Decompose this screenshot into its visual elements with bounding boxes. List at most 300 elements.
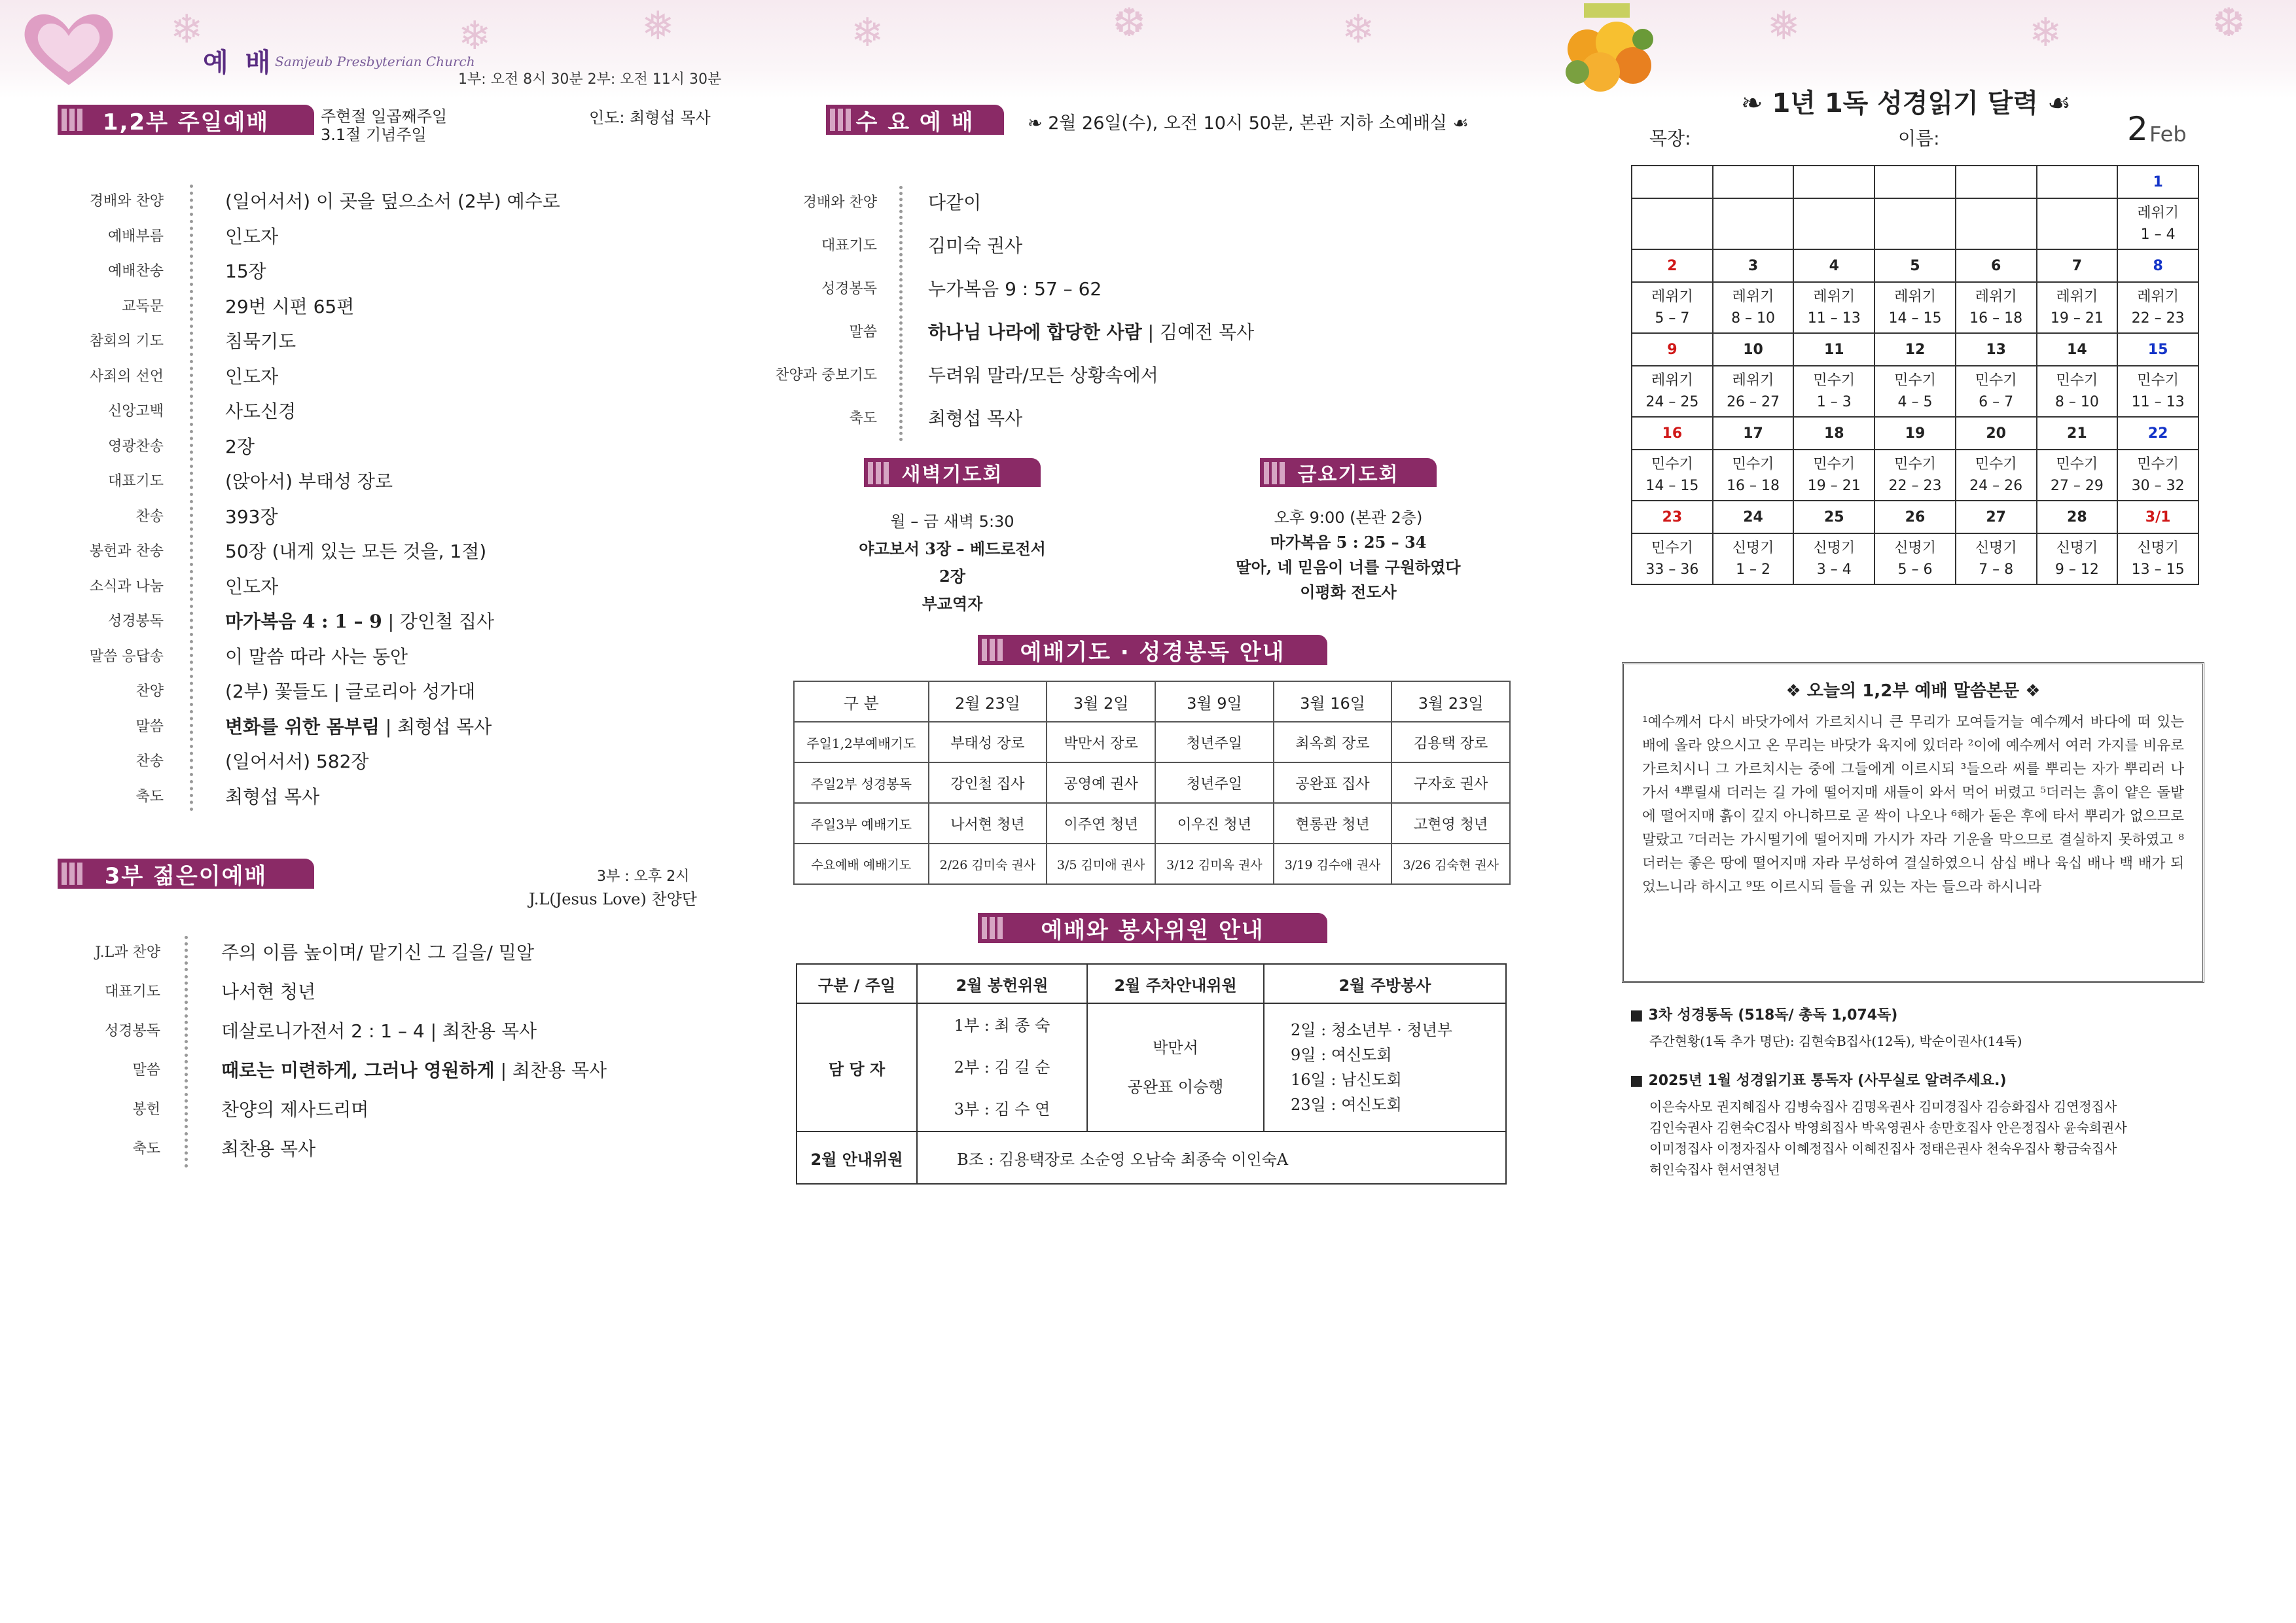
reading-book: 신명기: [1813, 540, 1856, 556]
offering-3: 3부 : 김 수 연: [954, 1100, 1050, 1118]
friday-prayer-info: [1198, 505, 1499, 605]
order-label: 경배와 찬양: [89, 193, 164, 209]
reading-chapters: 1 – 2: [1736, 562, 1771, 578]
reading-chapters: 11 – 13: [2131, 394, 2185, 410]
calendar-date: 23: [1632, 501, 1713, 533]
dotted-divider: [190, 395, 193, 426]
table-row: [794, 844, 1510, 884]
calendar-reading: [1874, 450, 1956, 501]
parking-list: [1087, 1003, 1264, 1132]
reading-chapters: 4 – 5: [1897, 394, 1933, 410]
calendar-reading: [1956, 450, 2037, 501]
order-value-text: (2부) 꽃들도 | 글로리아 성가대: [225, 681, 476, 702]
reading-book: 신명기: [1894, 540, 1936, 556]
order-label: 축도: [135, 788, 164, 805]
table-row: [794, 803, 1510, 844]
reading-chapters: 6 – 7: [1979, 394, 2014, 410]
calendar-reading: [2037, 198, 2118, 249]
pattern-icon: [62, 863, 84, 885]
calendar-date: 27: [1956, 501, 2037, 533]
reading-chapters: 14 – 15: [1645, 478, 1699, 494]
section-title: 수 요 예 배: [855, 109, 975, 135]
calendar-reading: [1793, 198, 1874, 249]
calendar-date: 26: [1874, 501, 1956, 533]
staff-header-kitchen: 2월 주방봉사: [1264, 964, 1506, 1003]
calendar-reading: [1793, 450, 1874, 501]
reading-chapters: 14 – 15: [1888, 310, 1942, 327]
reading-book: 레위기: [2137, 289, 2179, 305]
order-value-bold: 변화를 위한 몸부림: [225, 715, 380, 738]
calendar-reading: [2117, 450, 2198, 501]
scripture-title: ❖ 오늘의 1,2부 예배 말씀본문 ❖: [1785, 681, 2041, 701]
name-label: 이름:: [1898, 128, 1940, 149]
scripture-box: [1622, 662, 2204, 983]
order-value-bold: 때로는 미련하게, 그러나 영원하게: [221, 1060, 495, 1081]
order-label: 성경봉독: [104, 1023, 160, 1039]
order-value-text: (일어서서) 582장: [225, 751, 369, 772]
reading-chapters: 5 – 7: [1655, 310, 1690, 327]
reading-count-title: ■ 3차 성경통독 (518독/ 총독 1,074독): [1630, 1007, 1898, 1024]
calendar-reading: [1632, 366, 1713, 417]
reading-chapters: 19 – 21: [1807, 478, 1861, 494]
order-value: [928, 318, 1254, 344]
dotted-divider: [190, 710, 193, 741]
reading-book: 레위기: [1732, 372, 1774, 389]
calendar-reading: [2117, 282, 2198, 333]
dotted-divider: [185, 1132, 188, 1168]
service-times: 1부: 오전 8시 30분 2부: 오전 11시 30분: [458, 71, 722, 88]
snowflake-icon: ❆: [1113, 0, 1146, 46]
dotted-divider: [190, 290, 193, 321]
readers-line: 이미정집사 이정자집사 이혜정집사 이혜진집사 정태은권사 천숙우집사 황금숙집사: [1649, 1141, 2117, 1156]
friday-prayer-bar: [1260, 458, 1437, 487]
reading-chapters: 19 – 21: [2050, 310, 2104, 327]
calendar-date: 28: [2037, 501, 2118, 533]
prayer-cell: 김용택 장로: [1391, 722, 1510, 762]
reading-chapters: 24 – 25: [1645, 394, 1699, 410]
order-value-text: 15장: [225, 260, 266, 282]
dawn-leader: 부교역자: [922, 594, 983, 613]
reading-book: 민수기: [2137, 372, 2179, 389]
order-value: [225, 783, 319, 809]
order-label: 말씀 응답송: [89, 648, 164, 665]
dotted-divider: [185, 936, 188, 971]
order-value-text: 인도자: [225, 225, 279, 247]
order-label: 말씀: [849, 324, 877, 340]
calendar-date: 24: [1713, 501, 1794, 533]
order-label: 말씀: [132, 1062, 160, 1079]
order-label: 예배찬송: [107, 263, 164, 279]
calendar-date: 12: [1874, 333, 1956, 366]
order-label: 영광찬송: [107, 438, 164, 455]
calendar-date: [1874, 166, 1956, 198]
reading-chapters: 1 – 4: [2140, 226, 2176, 243]
calendar-reading: [1793, 366, 1874, 417]
order-value: [225, 293, 354, 319]
order-value: [225, 677, 475, 704]
order-value-text: 50장 (내게 있는 모든 것을, 1절): [225, 541, 487, 562]
calendar-reading: [1713, 366, 1794, 417]
order-value: [225, 607, 494, 633]
readers-line: 김인숙권사 김현숙C집사 박영희집사 박옥영권사 송만호집사 안은정집사 윤숙희권사: [1649, 1120, 2127, 1135]
order-value: [225, 363, 278, 389]
order-value: [225, 223, 278, 249]
dawn-prayer-bar: [864, 458, 1041, 487]
dotted-divider: [899, 359, 903, 398]
kitchen-4: 23일 : 여신도회: [1291, 1096, 1402, 1114]
prayer-row-label: 주일1,2부예배기도: [794, 722, 929, 762]
calendar-date-row: [1632, 333, 2198, 366]
calendar-reading-row: [1632, 533, 2198, 584]
calendar-reading: [2037, 366, 2118, 417]
prayer-table-header: 3월 2일: [1047, 681, 1155, 722]
order-label: 성경봉독: [821, 281, 877, 297]
dotted-divider: [899, 315, 903, 355]
calendar-date: 18: [1793, 417, 1874, 450]
reading-chapters: 30 – 32: [2131, 478, 2185, 494]
dotted-divider: [185, 975, 188, 1010]
order-value: [221, 1096, 368, 1122]
order-label: 축도: [849, 410, 877, 427]
kitchen-1: 2일 : 청소년부 · 청년부: [1291, 1021, 1452, 1039]
section-title: 1,2부 주일예배: [102, 109, 270, 135]
reading-book: 레위기: [1651, 289, 1693, 305]
order-value: [225, 397, 296, 423]
order-value-text: | 최형섭 목사: [379, 715, 492, 738]
pattern-icon: [62, 109, 84, 131]
order-value-text: 최형섭 목사: [928, 408, 1023, 429]
order-value: [928, 361, 1158, 387]
dotted-divider: [899, 229, 903, 268]
reading-book: 민수기: [1651, 540, 1693, 556]
calendar-date: 14: [2037, 333, 2118, 366]
reading-book: 민수기: [1813, 372, 1856, 389]
calendar-reading: [1632, 198, 1713, 249]
order-value-text: 사도신경: [225, 401, 296, 422]
calendar-reading: [1713, 533, 1794, 584]
dotted-divider: [190, 535, 193, 566]
calendar-date-row: [1632, 166, 2198, 198]
calendar-reading: [1874, 533, 1956, 584]
section-title: 금요기도회: [1297, 463, 1399, 486]
dotted-divider: [190, 360, 193, 391]
ornament-left-icon: ❧: [1741, 88, 1772, 118]
young-service-bar: [58, 859, 314, 889]
prayer-cell: 공영예 권사: [1047, 762, 1155, 803]
friday-time: 오후 9:00 (본관 2층): [1274, 508, 1423, 527]
order-value-text: | 최찬용 목사: [494, 1060, 607, 1081]
staff-header-category: 구분 / 주일: [797, 964, 917, 1003]
reading-book: 민수기: [2056, 372, 2098, 389]
dotted-divider: [185, 1093, 188, 1128]
calendar-reading: [1874, 198, 1956, 249]
calendar-reading: [2117, 533, 2198, 584]
sunday-service-bar: [58, 105, 314, 135]
calendar-reading: [1874, 366, 1956, 417]
readers-title: ■ 2025년 1월 성경읽기표 통독자 (사무실로 알려주세요.): [1630, 1073, 2007, 1089]
reading-chapters: 13 – 15: [2131, 562, 2185, 578]
calendar-date: 4: [1793, 249, 1874, 282]
prayer-table-header: 3월 9일: [1155, 681, 1274, 722]
pattern-icon: [982, 917, 1004, 939]
wednesday-info: [1028, 109, 1469, 134]
calendar-reading-row: [1632, 282, 2198, 333]
snowflake-icon: ❄: [458, 13, 492, 59]
calendar-date: 9: [1632, 333, 1713, 366]
prayer-table-header: 구 분: [794, 681, 929, 722]
calendar-date: [1713, 166, 1794, 198]
dotted-divider: [190, 780, 193, 812]
calendar-reading: [2037, 450, 2118, 501]
calendar-reading-row: [1632, 450, 2198, 501]
prayer-cell: 이우진 청년: [1155, 803, 1274, 844]
reading-book: 레위기: [1651, 372, 1693, 389]
prayer-row-label: 주일2부 성경봉독: [794, 762, 929, 803]
order-value-text: 주의 이름 높이며/ 맡기신 그 길을/ 밀알: [221, 942, 534, 963]
order-label: 봉헌과 찬송: [89, 543, 164, 560]
order-value: [225, 747, 368, 774]
prayer-cell: 3/19 김수애 권사: [1274, 844, 1392, 884]
snowflake-icon: ❆: [2212, 0, 2246, 46]
order-value: [225, 433, 255, 459]
calendar-reading: [1632, 450, 1713, 501]
staff-row-label: 담 당 자: [797, 1003, 917, 1132]
order-value-text: 다같이: [928, 192, 982, 213]
order-label: J.L과 찬양: [95, 944, 160, 961]
prayer-cell: 2/26 김미숙 권사: [929, 844, 1047, 884]
calendar-date: 21: [2037, 417, 2118, 450]
calendar-date: 19: [1874, 417, 1956, 450]
snowflake-icon: ❄: [1342, 7, 1375, 52]
prayer-cell: 3/12 김미옥 권사: [1155, 844, 1274, 884]
table-row: [794, 722, 1510, 762]
order-label: 찬양과 중보기도: [775, 367, 877, 383]
dotted-divider: [190, 255, 193, 286]
reading-count-body: 주간현황(1독 추가 명단): 김현숙B집사(12독), 박순이권사(14독): [1649, 1033, 2022, 1049]
section-title: 3부 젊은이예배: [104, 863, 268, 889]
reading-book: 신명기: [1732, 540, 1774, 556]
order-value-bold: 하나님 나라에 합당한 사람: [928, 321, 1142, 343]
calendar-reading: [1713, 282, 1794, 333]
dotted-divider: [190, 430, 193, 461]
calendar-reading: [2037, 282, 2118, 333]
dotted-divider: [190, 675, 193, 706]
reading-book: 레위기: [2137, 205, 2179, 221]
order-label: 대표기도: [107, 473, 164, 490]
page-title: 예 배: [203, 48, 275, 78]
order-value-text: | 강인철 집사: [382, 611, 495, 632]
calendar-date: 17: [1713, 417, 1794, 450]
order-value: [225, 187, 560, 213]
calendar-date: 22: [2117, 417, 2198, 450]
young-time: 3부 : 오후 2시: [597, 868, 690, 885]
reading-book: 민수기: [1732, 456, 1774, 473]
order-value: [221, 978, 315, 1004]
calendar-date: 5: [1874, 249, 1956, 282]
order-value: [928, 404, 1022, 431]
ornament-right-icon: ☙: [1447, 113, 1469, 134]
dotted-divider: [899, 272, 903, 312]
reading-chapters: 11 – 13: [1807, 310, 1861, 327]
reading-chapters: 22 – 23: [2131, 310, 2185, 327]
readers-list: [1649, 1096, 2206, 1180]
reading-chapters: 8 – 10: [1731, 310, 1776, 327]
friday-reading: 마가복음 5 : 25 – 34: [1270, 533, 1427, 552]
dawn-reading: 야고보서 3장 – 베드로전서 2장: [859, 539, 1046, 586]
order-value-text: (앉아서) 부태성 장로: [225, 471, 393, 492]
calendar-date: 1: [2117, 166, 2198, 198]
dotted-divider: [190, 500, 193, 531]
order-label: 찬양: [135, 683, 164, 700]
prayer-table-header: 3월 16일: [1274, 681, 1392, 722]
reading-chapters: 5 – 6: [1897, 562, 1933, 578]
reading-chapters: 16 – 18: [1727, 478, 1780, 494]
reading-book: 신명기: [2137, 540, 2179, 556]
order-value-text: 393장: [225, 505, 278, 527]
calendar-reading: [1793, 282, 1874, 333]
friday-sermon: 딸아, 네 믿음이 너를 구원하였다: [1236, 558, 1461, 577]
calendar-reading: [1632, 282, 1713, 333]
dotted-divider: [899, 186, 903, 225]
order-label: 축도: [132, 1141, 160, 1157]
order-value-text: 인도자: [225, 575, 279, 597]
dotted-divider: [185, 1054, 188, 1089]
prayer-cell: 공완표 집사: [1274, 762, 1392, 803]
calendar-date: 20: [1956, 417, 2037, 450]
order-value-text: 찬양의 제사드리며: [221, 1099, 369, 1120]
offering-2: 2부 : 김 길 순: [954, 1058, 1050, 1077]
calendar-date: 13: [1956, 333, 2037, 366]
dotted-divider: [190, 220, 193, 251]
calendar-date: 2: [1632, 249, 1713, 282]
dotted-divider: [190, 185, 193, 216]
calendar-reading: [2117, 198, 2198, 249]
order-value: [225, 643, 408, 669]
dawn-time: 월 – 금 새벽 5:30: [890, 512, 1014, 531]
heart-icon: [20, 7, 118, 92]
reading-chapters: 16 – 18: [1969, 310, 2023, 327]
reading-chapters: 24 – 26: [1969, 478, 2023, 494]
order-label: 신앙고백: [107, 403, 164, 419]
scripture-text: ¹예수께서 다시 바닷가에서 가르치시니 큰 무리가 모여들거늘 예수께서 바다에 떠 있는 배에 올라 앉으시고 온 무리는 바닷가 육지에 있더라 ²이에 예수께서 여러 가지를 비유로 가르치시니 그 가르치시는 중에 그들에게 이르시되 ³들으라 씨를 뿌리는 자가 뿌리러 나가서 ⁴뿌릴새 더러는 길 가에 떨어지매 새들이 와서 먹어 버렸고 ⁵더러는 흙이 얕은 돌밭에 떨어지매 흙이 깊지 아니하므로 곧 싹이 나오나 ⁶해가 돋은 후에 타서 뿌리가 없으므로 말랐고 ⁷더러는 가시떨기에 떨어지매 가시가 자라 기운을 막으므로 결실하지 못하였고 ⁸더러는 좋은 땅에 떨어지매 자라 무성하여 결실하였으니 삼십 배나 육십 배나 백 배가 되었느니라 하시고 ⁹또 이르시되 들을 귀 있는 자는 들으라 하시니라: [1642, 714, 2184, 895]
snowflake-icon: ❅: [1767, 3, 1801, 49]
prayer-cell: 최옥희 장로: [1274, 722, 1392, 762]
order-value: [225, 467, 393, 493]
wednesday-info-text: 2월 26일(수), 오전 10시 50분, 본관 지하 소예배실: [1048, 113, 1448, 134]
order-value-text: 인도자: [225, 365, 279, 387]
prayer-cell: 구자호 권사: [1391, 762, 1510, 803]
prayer-cell: 고현영 청년: [1391, 803, 1510, 844]
dotted-divider: [190, 745, 193, 776]
calendar-date: 3: [1713, 249, 1794, 282]
dotted-divider: [190, 465, 193, 496]
reading-chapters: 8 – 10: [2054, 394, 2099, 410]
guide-label: 2월 안내위원: [797, 1132, 917, 1184]
sunday-subtitle-2: 3.1절 기념주일: [321, 126, 427, 144]
snowflake-icon: ❄: [851, 10, 884, 56]
calendar-date: 25: [1793, 501, 1874, 533]
month-number: 2: [2127, 110, 2148, 148]
church-name: Samjeub Presbyterian Church: [275, 54, 475, 69]
prayer-table-header: 3월 23일: [1391, 681, 1510, 722]
dotted-divider: [190, 605, 193, 636]
service-staff-bar: [978, 913, 1327, 943]
order-value-text: 최찬용 목사: [221, 1138, 316, 1160]
parking-1: 박만서: [1153, 1039, 1198, 1057]
calendar-reading: [2037, 533, 2118, 584]
reading-book: 레위기: [1813, 289, 1856, 305]
readers-line: 허인숙집사 현서연청년: [1649, 1162, 1780, 1177]
prayer-cell: 청년주일: [1155, 762, 1274, 803]
order-value-text: 두려워 말라/모든 상황속에서: [928, 365, 1158, 386]
pattern-icon: [868, 462, 890, 484]
pastor-label: 목장:: [1649, 128, 1691, 149]
order-label: 예배부름: [107, 228, 164, 245]
prayer-guide-table: [793, 681, 1511, 885]
order-value: [225, 713, 492, 739]
service-staff-table: [796, 963, 1507, 1185]
prayer-cell: 부태성 장로: [929, 722, 1047, 762]
dotted-divider: [185, 1014, 188, 1050]
pattern-icon: [1264, 462, 1286, 484]
prayer-cell: 3/26 김숙현 권사: [1391, 844, 1510, 884]
calendar-reading-row: [1632, 366, 2198, 417]
prayer-cell: 박만서 장로: [1047, 722, 1155, 762]
young-choir: J.L(Jesus Love) 찬양단: [529, 890, 697, 908]
parking-2: 공완표 이승행: [1127, 1078, 1224, 1096]
notes: [1630, 1004, 2206, 1180]
staff-header-offering: 2월 봉헌위원: [917, 964, 1087, 1003]
friday-leader: 이평화 전도사: [1300, 582, 1397, 601]
sunday-leader: 인도: 최형섭 목사: [589, 109, 711, 127]
order-value: [225, 257, 266, 283]
calendar-reading: [2117, 366, 2198, 417]
order-label: 경배와 찬양: [802, 194, 877, 211]
snowflake-icon: ❅: [641, 3, 675, 49]
calendar-date: [1632, 166, 1713, 198]
calendar-date: 15: [2117, 333, 2198, 366]
order-label: 참회의 기도: [89, 333, 164, 349]
reading-calendar: [1631, 165, 2199, 585]
calendar-date: 7: [2037, 249, 2118, 282]
order-value-text: 김미숙 권사: [928, 235, 1023, 257]
calendar-title: [1741, 82, 2071, 120]
order-value-text: 29번 시편 65편: [225, 295, 355, 317]
reading-book: 레위기: [1894, 289, 1936, 305]
reading-chapters: 26 – 27: [1727, 394, 1780, 410]
calendar-date-row: [1632, 249, 2198, 282]
reading-chapters: 27 – 29: [2050, 478, 2104, 494]
staff-header-parking: 2월 주차안내위원: [1087, 964, 1264, 1003]
dawn-prayer-info: [851, 508, 1054, 618]
calendar-reading: [1793, 533, 1874, 584]
sunday-subtitle-1: 주현절 일곱째주일: [321, 107, 448, 126]
prayer-row-label: 수요예배 예배기도: [794, 844, 929, 884]
prayer-cell: 나서현 청년: [929, 803, 1047, 844]
order-value: [928, 232, 1022, 258]
calendar-title-text: 1년 1독 성경읽기 달력: [1772, 88, 2039, 118]
offering-1: 1부 : 최 종 숙: [954, 1016, 1050, 1035]
calendar-date: [1956, 166, 2037, 198]
dotted-divider: [190, 325, 193, 356]
prayer-cell: 강인철 집사: [929, 762, 1047, 803]
reading-chapters: 1 – 3: [1816, 394, 1852, 410]
prayer-cell: 3/5 김미애 권사: [1047, 844, 1155, 884]
kitchen-list: [1264, 1003, 1506, 1132]
pattern-icon: [830, 109, 852, 131]
order-value: [221, 1017, 537, 1043]
reading-book: 레위기: [2056, 289, 2098, 305]
